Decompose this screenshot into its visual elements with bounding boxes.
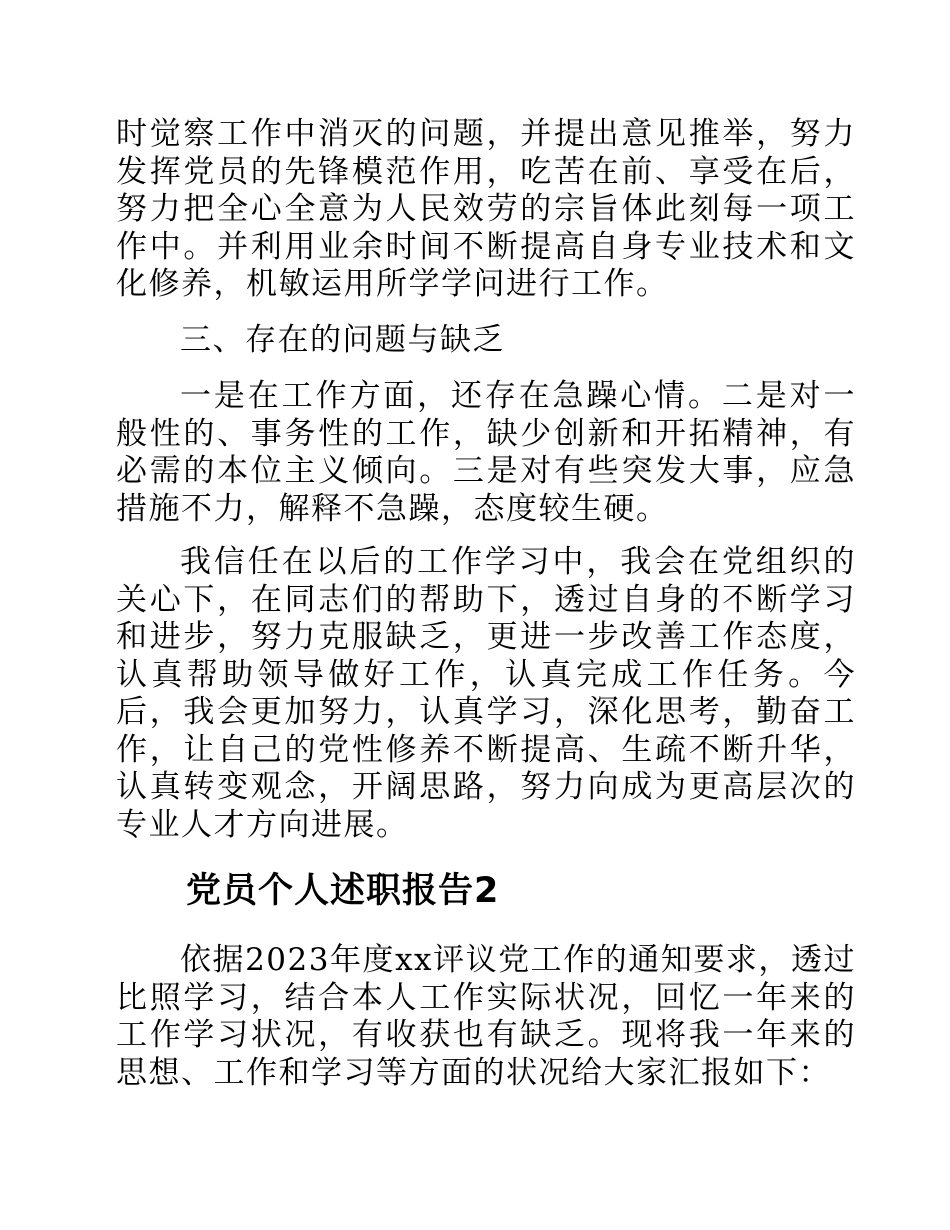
paragraph-continuation: 时觉察工作中消灭的问题，并提出意见推举，努力发挥党员的先锋模范作用，吃苦在前、享受在后，努力把全心全意为人民效劳的宗旨体此刻每一项工作中。并利用业余时间不断提高自身专业技术和文化修养，机敏运用所学学问进行工作。 — [116, 116, 856, 302]
paragraph-shortcomings: 一是在工作方面，还存在急躁心情。二是对一般性的、事务性的工作，缺少创新和开拓精神，有必需的本位主义倾向。三是对有些突发大事，应急措施不力，解释不急躁，态度较生硬。 — [116, 378, 856, 527]
paragraph-outlook: 我信任在以后的工作学习中，我会在党组织的关心下，在同志们的帮助下，透过自身的不断学习和进步，努力克服缺乏，更进一步改善工作态度，认真帮助领导做好工作，认真完成工作任务。今后，我会更加努力，认真学习，深化思考，勤奋工作，让自己的党性修养不断提高、生疏不断升华，认真转变观念，开阔思路，努力向成为更高层次的专业人才方向进展。 — [116, 544, 856, 843]
paragraph-report-intro: 依据2023年度xx评议党工作的通知要求，透过比照学习，结合本人工作实际状况，回忆一年来的工作学习状况，有收获也有缺乏。现将我一年来的思想、工作和学习等方面的状况给大家汇报如下： — [116, 942, 856, 1091]
section-heading-problems: 三、存在的问题与缺乏 — [180, 322, 505, 358]
report-title: 党员个人述职报告2 — [186, 871, 500, 911]
